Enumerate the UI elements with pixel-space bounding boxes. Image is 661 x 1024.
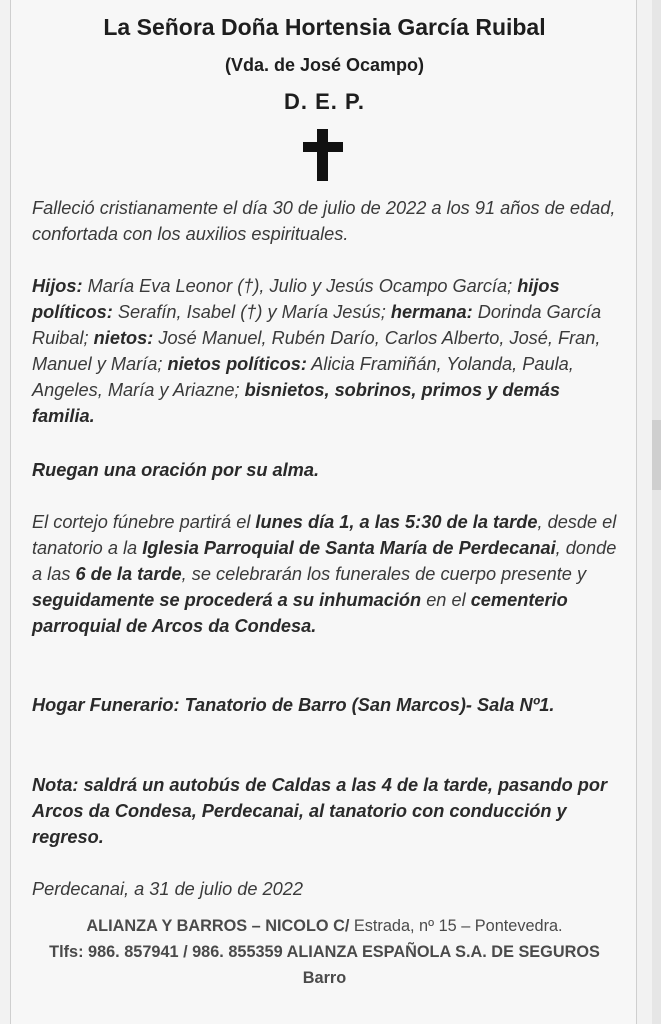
nietos-names: José Manuel, Rubén Darío, Carlos Alberto, José, Fran, Manuel y María; xyxy=(32,328,601,374)
cortejo-burial: seguidamente se procederá a su inhumación xyxy=(32,590,422,610)
cross-icon xyxy=(303,129,343,181)
footer-address: Estrada, nº 15 – Pontevedra. xyxy=(349,917,563,935)
hogar-text: Hogar Funerario: Tanatorio de Barro (San Marcos)- Sala Nº1. xyxy=(32,695,555,715)
side-strip-mid xyxy=(652,420,661,490)
obituary-card xyxy=(10,0,637,1024)
hermana-label: hermana: xyxy=(390,302,473,322)
intro-paragraph: Falleció cristianamente el día 30 de julio de 2022 a los 91 años de edad, confortada con los auxilios espirituales. xyxy=(32,198,616,244)
nietos-politicos-label: nietos políticos: xyxy=(167,354,307,374)
cortejo-funeral-time: 6 de la tarde xyxy=(75,564,182,584)
hogar-paragraph xyxy=(32,692,627,718)
dep-heading: D. E. P. xyxy=(284,89,365,114)
nietos-label: nietos: xyxy=(93,328,154,348)
nietos-politicos-names: Alicia Framiñán, Yolanda, Paula, Angeles, María y Ariazne; xyxy=(32,354,574,400)
footer-line-3: Barro xyxy=(302,969,347,987)
prayer-text: Ruegan una oración por su alma. xyxy=(32,460,320,480)
side-strip-bottom xyxy=(652,490,661,1024)
hijos-politicos-label: hijos políticos: xyxy=(32,276,560,322)
funeral-home-footer xyxy=(11,913,638,991)
footer-company: ALIANZA Y BARROS – NICOLO C/ xyxy=(86,917,350,935)
cross-icon-vertical xyxy=(317,129,328,181)
footer-line-1 xyxy=(11,913,638,939)
cortejo-time: lunes día 1, a las 5:30 de la tarde xyxy=(255,512,538,532)
cortejo-church: Iglesia Parroquial de Santa María de Perdecanai xyxy=(142,538,556,558)
cortejo-paragraph xyxy=(32,509,627,639)
nota-paragraph xyxy=(32,772,627,850)
family-paragraph xyxy=(32,273,627,429)
nota-text: Nota: saldrá un autobús de Caldas a las 4 de la tarde, pasando por Arcos da Condesa, Perdecanai, al tanatorio con conducción y regreso. xyxy=(32,775,608,847)
hijos-label: Hijos: xyxy=(32,276,83,296)
deceased-name: La Señora Doña Hortensia García Ruibal xyxy=(103,14,546,40)
cortejo-text-2: , desde el tanatorio a la xyxy=(32,512,617,558)
cortejo-text-1: El cortejo fúnebre partirá el xyxy=(32,512,256,532)
cortejo-text-3: , donde a las xyxy=(32,538,617,584)
widow-of: (Vda. de José Ocampo) xyxy=(224,55,425,75)
footer-line-2: Tlfs: 986. 857941 / 986. 855359 ALIANZA ESPAÑOLA S.A. DE SEGUROS xyxy=(49,943,600,961)
cortejo-text-4: , se celebrarán los funerales de cuerpo presente y xyxy=(181,564,587,584)
rest-of-family: bisnietos, sobrinos, primos y demás familia. xyxy=(32,380,560,426)
hermana-name: Dorinda García Ruibal; xyxy=(32,302,602,348)
hijos-politicos-names: Serafín, Isabel (†) y María Jesús; xyxy=(112,302,391,322)
hijos-names: María Eva Leonor (†), Julio y Jesús Ocampo García; xyxy=(82,276,518,296)
cortejo-cemetery: cementerio parroquial de Arcos da Condesa. xyxy=(32,590,568,636)
cortejo-text-5: en el xyxy=(421,590,471,610)
prayer-paragraph xyxy=(32,457,627,483)
side-strip-top xyxy=(652,0,661,420)
place-date: Perdecanai, a 31 de julio de 2022 xyxy=(32,879,304,899)
cross-icon-horizontal xyxy=(303,142,343,152)
